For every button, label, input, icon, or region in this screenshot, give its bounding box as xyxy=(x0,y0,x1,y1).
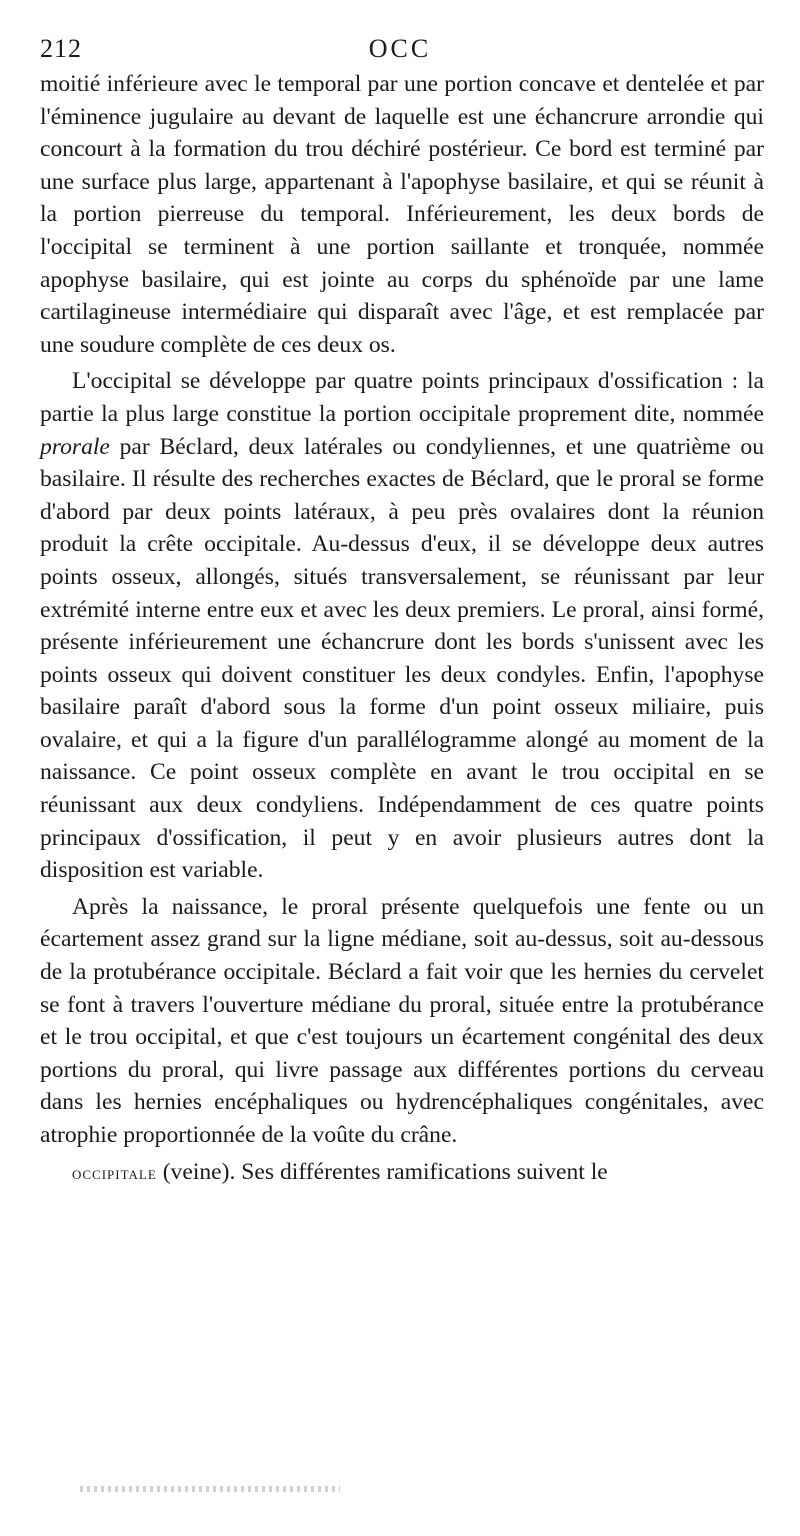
entry-headword: occipitale xyxy=(72,1162,157,1184)
paragraph-text: par Béclard, deux latérales ou condyliennes, et une quatrième ou basilaire. Il résulte des recherches exactes de Béclard, que le proral se forme d'abord par deux points latéraux, à peu près ovalaires dont la réunion produit la crête occipitale. Au-dessus d'eux, il se développe deux autres points osseux, allongés, situés transversalement, se réunissant par leur extrémité interne entre eux et avec les deux premiers. Le proral, ainsi formé, présente inférieurement une échancrure dont les bords s'unissent avec les points osseux qui doivent constituer les deux condyles. Enfin, l'apophyse basilaire paraît d'abord sous la forme d'un point osseux miliaire, puis ovalaire, et qui a la figure d'un parallélogramme alongé au moment de la naissance. Ce point osseux complète en avant le trou occipital en se réunissant aux deux condyliens. Indépendamment de ces quatre points principaux d'ossification, il peut y en avoir plusieurs autres dont la disposition est variable. xyxy=(40,433,764,884)
paragraph-continuation: moitié inférieure avec le temporal par une portion concave et dentelée et par l'éminence jugulaire au devant de laquelle est une échancrure arrondie qui concourt à la formation du trou déchiré postérieur. Ce bord est terminé par une surface plus large, appartenant à l'apophyse basilaire, et qui se réunit à la portion pierreuse du temporal. Inférieurement, les deux bords de l'occipital se terminent à une portion saillante et tronquée, nommée apophyse basilaire, qui est jointe au corps du sphénoïde par une lame cartilagineuse intermédiaire qui disparaît avec l'âge, et est remplacée par une soudure complète de ces deux os. xyxy=(40,71,764,358)
page-number: 212 xyxy=(40,34,82,63)
paragraph-text: L'occipital se développe par quatre points principaux d'ossification : la partie la plus large constitue la portion occipitale proprement dite, nommée xyxy=(40,368,764,427)
paragraph-ossification xyxy=(40,365,764,887)
page-header xyxy=(40,34,760,68)
italic-term: prorale xyxy=(40,433,110,460)
body-text xyxy=(40,68,764,1190)
dictionary-entry xyxy=(40,1156,764,1191)
entry-text: (veine). Ses différentes ramifications suivent le xyxy=(156,1158,608,1185)
print-smudge xyxy=(80,1486,340,1492)
paragraph-after-birth: Après la naissance, le proral présente quelquefois une fente ou un écartement assez grand sur la ligne médiane, soit au-dessus, soit au-dessous de la protubérance occipitale. Béclard a fait voir que les hernies du cervelet se font à travers l'ouverture médiane du proral, située entre la protubérance et le trou occipital, et que c'est toujours un écartement congénital des deux portions du proral, qui livre passage aux différentes portions du cerveau dans les hernies encéphaliques ou hydrencéphaliques congénitales, avec atrophie proportionnée de la voûte du crâne. xyxy=(40,893,764,1148)
running-head: OCC xyxy=(368,34,432,63)
